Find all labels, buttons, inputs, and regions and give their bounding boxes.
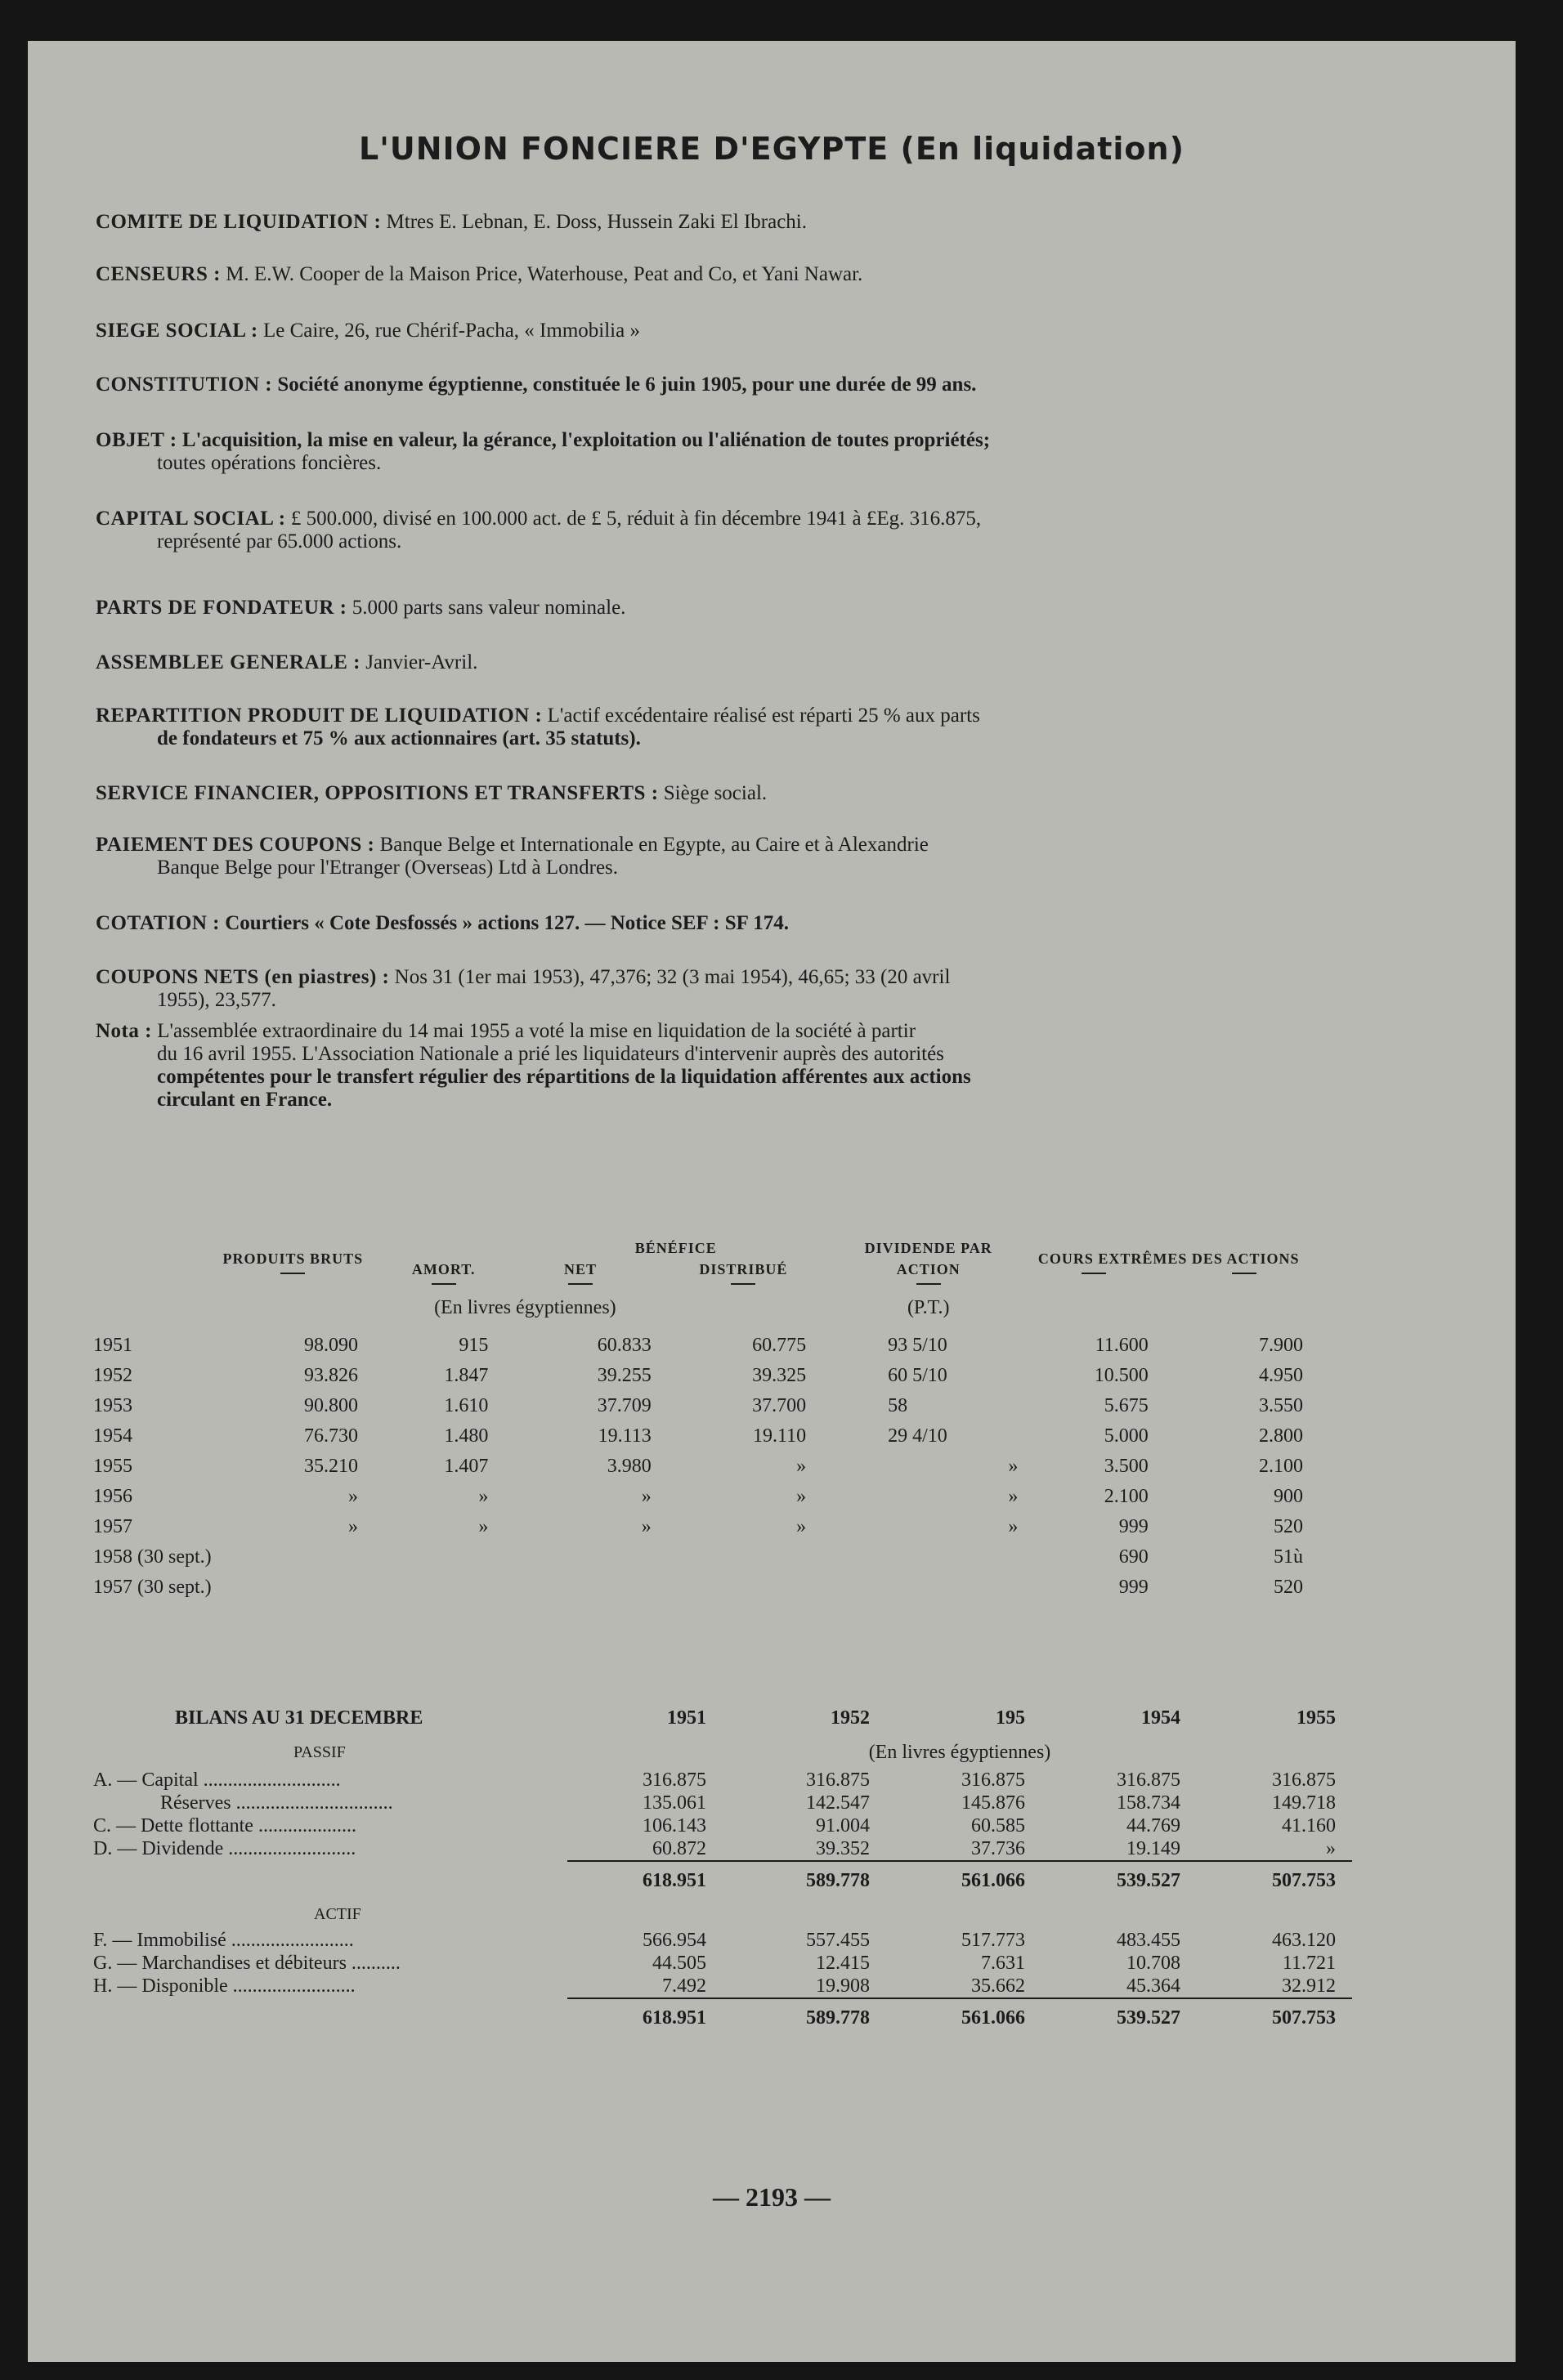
table-row-year: 1957 (30 sept.) [93,1577,212,1598]
table-row [93,1421,1319,1452]
table-cell: 900 [1274,1486,1303,1507]
table-cell: 1.847 [444,1365,489,1386]
header-distribue: DISTRIBUÉ [699,1261,788,1277]
table-cell: 39.325 [752,1365,807,1386]
bilans-year: 1951 [667,1707,706,1729]
header-net: NET [564,1261,598,1277]
table-cell: 915 [459,1335,489,1356]
bilans-row-label: Réserves ................................ [160,1792,393,1814]
table-cell [212,1572,374,1603]
paragraph-constitution: CONSTITUTION : Société anonyme égyptienne, constituée le 6 juin 1905, pour une durée de 99 ans. [96,374,977,396]
table-cell: 4.950 [1259,1365,1303,1386]
table-row [93,1391,1319,1421]
table-cell: 520 [1274,1516,1303,1537]
bilans-passif-row [93,1814,1352,1837]
page-number: — 2193 — [713,2182,831,2212]
table-cell: 135.061 [643,1792,706,1814]
table-cell: 145.876 [961,1792,1025,1814]
table-cell: 999 [1118,1516,1149,1537]
bilans-actif-row [93,1929,1352,1952]
table-cell: 7.631 [981,1952,1025,1974]
bilans-actif-row [93,1952,1352,1975]
table-cell: 520 [1274,1577,1303,1598]
table-row-year: 1951 [93,1335,132,1356]
table-cell: 90.800 [303,1395,358,1416]
paragraph-nota: Nota : L'assemblée extraordinaire du 14 mai 1955 a voté la mise en liquidation de la société à partir du 16 avril 1955. L'Association Nationale a prié les liquidateurs d'intervenir auprès des autorités compétentes pour le transfert régulier des répartitions de la liquidation afférentes aux actions circulant en France. [96,1020,971,1111]
table-cell: 35.210 [303,1456,358,1477]
paragraph-service: SERVICE FINANCIER, OPPOSITIONS ET TRANSFERTS : Siège social. [96,782,768,804]
table-row [93,1361,1319,1391]
table-cell [212,1542,374,1572]
table-cell: 316.875 [1117,1769,1180,1791]
bilans-unit-row [93,1736,1352,1769]
table-cell: 7.900 [1259,1335,1303,1356]
table-cell [93,1861,567,1899]
table-cell: 690 [1118,1546,1149,1568]
table-cell: » [1008,1456,1019,1477]
table-cell: 29 4/10 [888,1425,947,1447]
unit-livres: (En livres égyptiennes) [434,1296,616,1318]
table-cell: 60.585 [971,1814,1025,1836]
table-unit-row [93,1285,1319,1331]
table-cell: 39.352 [816,1837,870,1859]
passif-label: PASSIF [293,1742,346,1761]
header-amort: AMORT. [374,1237,513,1285]
table-cell: 11.600 [1095,1335,1149,1356]
table-cell: 93 5/10 [888,1335,947,1356]
bilans-actif-total-row [93,1998,1352,2037]
table-cell: 158.734 [1117,1792,1180,1814]
table-row [93,1572,1319,1603]
table-cell: 517.773 [961,1929,1025,1951]
table-row-year: 1955 [93,1456,132,1477]
table-cell: 1.610 [444,1395,489,1416]
table-cell: 60 5/10 [888,1365,947,1386]
table-cell: 3.550 [1259,1395,1303,1416]
paragraph-parts: PARTS DE FONDATEUR : 5.000 parts sans valeur nominale. [96,597,626,619]
bilans-total: 507.753 [1197,1861,1352,1899]
table-cell: » [641,1486,652,1507]
bilans-row-label: D. — Dividende .......................... [93,1838,356,1859]
table-cell: 39.255 [597,1365,652,1386]
bilans-total: 561.066 [886,1861,1041,1899]
table-cell: » [1326,1837,1336,1859]
table-cell: » [1008,1516,1019,1537]
table-row-year: 1956 [93,1486,132,1507]
table-cell: 19.110 [752,1425,807,1447]
table-row [93,1452,1319,1482]
table-cell: 98.090 [303,1335,358,1356]
table-cell: 32.912 [1282,1975,1336,1997]
bilans-title: BILANS AU 31 DECEMBRE [175,1707,423,1729]
table-cell: 106.143 [643,1814,706,1836]
table-cell: » [796,1486,807,1507]
table-cell: » [796,1456,807,1477]
bilans-row-label: H. — Disponible ......................... [93,1975,356,1997]
table-cell: 35.662 [971,1975,1025,1997]
table-cell: 10.708 [1126,1952,1180,1974]
table-cell: » [347,1516,358,1537]
paragraph-repartition: REPARTITION PRODUIT DE LIQUIDATION : L'actif excédentaire réalisé est réparti 25 % aux parts de fondateurs et 75 % aux actionnaires (art. 35 statuts). [96,705,980,749]
table-cell: 11.721 [1282,1952,1336,1974]
table-cell [513,1572,675,1603]
table-row-year: 1957 [93,1516,132,1537]
paragraph-capital: CAPITAL SOCIAL : £ 500.000, divisé en 100.000 act. de £ 5, réduit à fin décembre 1941 à £Eg. 316.875, représenté par 65.000 actions. [96,508,982,552]
table-cell: 12.415 [816,1952,870,1974]
table-cell: 3.500 [1104,1456,1149,1477]
table-cell: 566.954 [643,1929,706,1951]
bilans-actif-row [93,1975,1352,1998]
balance-sheet-table [93,1700,1352,2037]
bilans-year: 1952 [831,1707,870,1729]
bilans-total: 589.778 [723,1861,886,1899]
table-row-year: 1952 [93,1365,132,1386]
paragraph-objet: OBJET : L'acquisition, la mise en valeur, la gérance, l'exploitation ou l'aliénation de toutes propriétés; toutes opérations foncières. [96,429,991,474]
bilans-total: 507.753 [1197,1998,1352,2037]
header-dividende: DIVIDENDE PAR ACTION [839,1237,1018,1285]
bilans-year: 1955 [1297,1707,1336,1729]
table-cell: 2.100 [1259,1456,1303,1477]
table-cell: 3.980 [607,1456,652,1477]
table-cell: 2.800 [1259,1425,1303,1447]
table-cell: » [641,1516,652,1537]
table-cell: 10.500 [1094,1365,1149,1386]
table-cell: 19.149 [1126,1837,1180,1859]
table-cell: » [1008,1486,1019,1507]
table-cell: 316.875 [961,1769,1025,1791]
table-cell [374,1572,513,1603]
table-cell [513,1542,675,1572]
table-cell: 93.826 [303,1365,358,1386]
header-produits-bruts: PRODUITS BRUTS [212,1237,374,1285]
page-title: L'UNION FONCIERE D'EGYPTE (En liquidation) [359,131,1185,167]
table-cell [374,1542,513,1572]
bilans-total: 539.527 [1041,1861,1197,1899]
table-cell: 19.113 [598,1425,652,1447]
table-cell: 316.875 [806,1769,870,1791]
table-cell: 45.364 [1126,1975,1180,1997]
table-cell: 149.718 [1272,1792,1336,1814]
paragraph-siege: SIEGE SOCIAL : Le Caire, 26, rue Chérif-Pacha, « Immobilia » [96,320,640,342]
bilans-header-row [93,1700,1352,1736]
bilans-row-label: C. — Dette flottante .................... [93,1814,356,1836]
paragraph-comite: COMITE DE LIQUIDATION : Mtres E. Lebnan, E. Doss, Hussein Zaki El Ibrachi. [96,211,807,233]
bilans-year: 195 [996,1707,1025,1729]
paragraph-cotation: COTATION : Courtiers « Cote Desfossés » actions 127. — Notice SEF : SF 174. [96,912,789,934]
table-row [93,1331,1319,1361]
table-body [93,1331,1319,1603]
table-cell: 76.730 [303,1425,358,1447]
table-cell: 1.407 [444,1456,489,1477]
bilans-year: 1954 [1141,1707,1180,1729]
table-cell: 37.736 [971,1837,1025,1859]
unit-pt: (P.T.) [907,1296,950,1318]
header-cours: COURS EXTRÊMES DES ACTIONS [1018,1237,1319,1285]
table-cell: 58 [888,1395,908,1416]
table-cell: 41.160 [1282,1814,1336,1836]
table-header-row [93,1237,1319,1285]
table-cell: » [796,1516,807,1537]
table-cell [93,1998,567,2037]
table-cell: 37.709 [597,1395,652,1416]
table-cell: » [347,1486,358,1507]
table-cell: 51ù [1274,1546,1303,1568]
table-cell: 37.700 [752,1395,807,1416]
bilans-passif-total-row [93,1861,1352,1899]
table-cell: 60.775 [752,1335,807,1356]
table-row [93,1512,1319,1542]
bilans-row-label: A. — Capital ............................ [93,1769,341,1791]
bilans-row-label: F. — Immobilisé ......................... [93,1929,354,1951]
actif-label: ACTIF [314,1904,361,1923]
table-row-year: 1958 (30 sept.) [93,1546,212,1568]
table-cell [676,1542,839,1572]
table-row [93,1542,1319,1572]
bilans-row-label: G. — Marchandises et débiteurs .......... [93,1952,401,1974]
table-row-year: 1953 [93,1395,132,1416]
table-cell: 44.505 [652,1952,706,1974]
bilans-total: 561.066 [886,1998,1041,2037]
table-cell [839,1542,1018,1572]
table-cell: 5.000 [1104,1425,1149,1447]
table-cell: 463.120 [1272,1929,1336,1951]
table-cell [676,1572,839,1603]
table-row-year: 1954 [93,1425,132,1447]
table-cell: 142.547 [806,1792,870,1814]
table-cell [839,1572,1018,1603]
table-cell: 60.833 [597,1335,652,1356]
paragraph-censeurs: CENSEURS : M. E.W. Cooper de la Maison Price, Waterhouse, Peat and Co, et Yani Nawar. [96,263,863,285]
table-cell: 557.455 [806,1929,870,1951]
table-cell: 483.455 [1117,1929,1180,1951]
paragraph-assemblee: ASSEMBLEE GENERALE : Janvier-Avril. [96,651,478,673]
table-cell: 60.872 [652,1837,706,1859]
table-cell: 2.100 [1104,1486,1149,1507]
table-cell: » [478,1486,489,1507]
table-cell: 91.004 [816,1814,870,1836]
table-cell: 316.875 [643,1769,706,1791]
paragraph-paiement: PAIEMENT DES COUPONS : Banque Belge et Internationale en Egypte, au Caire et à Alexandrie Banque Belge pour l'Etranger (Overseas) Ltd à Londres. [96,834,929,879]
table-cell: » [478,1516,489,1537]
table-cell: 19.908 [816,1975,870,1997]
table-cell: 1.480 [444,1425,489,1447]
paragraph-coupons: COUPONS NETS (en piastres) : Nos 31 (1er mai 1953), 47,376; 32 (3 mai 1954), 46,65; 33 (20 avril 1955), 23,577. [96,966,951,1011]
bilans-total: 589.778 [723,1998,886,2037]
bilans-total: 618.951 [567,1998,723,2037]
bilans-actif-label-row [93,1899,1352,1929]
bilans-passif-row [93,1792,1352,1814]
bilans-total: 539.527 [1041,1998,1197,2037]
table-cell: 5.675 [1104,1395,1149,1416]
table-cell: 999 [1118,1577,1149,1598]
table-cell: 7.492 [662,1975,706,1997]
results-table [93,1237,1319,1603]
bilans-passif-row [93,1837,1352,1861]
bilans-unit: (En livres égyptiennes) [868,1741,1051,1763]
bilans-passif-row [93,1769,1352,1792]
document-page [28,41,1516,2362]
bilans-total: 618.951 [567,1861,723,1899]
table-row [93,1482,1319,1512]
header-benefice: BÉNÉFICE NET DISTRIBUÉ [513,1237,839,1285]
table-cell: 316.875 [1272,1769,1336,1791]
table-cell: 44.769 [1126,1814,1180,1836]
